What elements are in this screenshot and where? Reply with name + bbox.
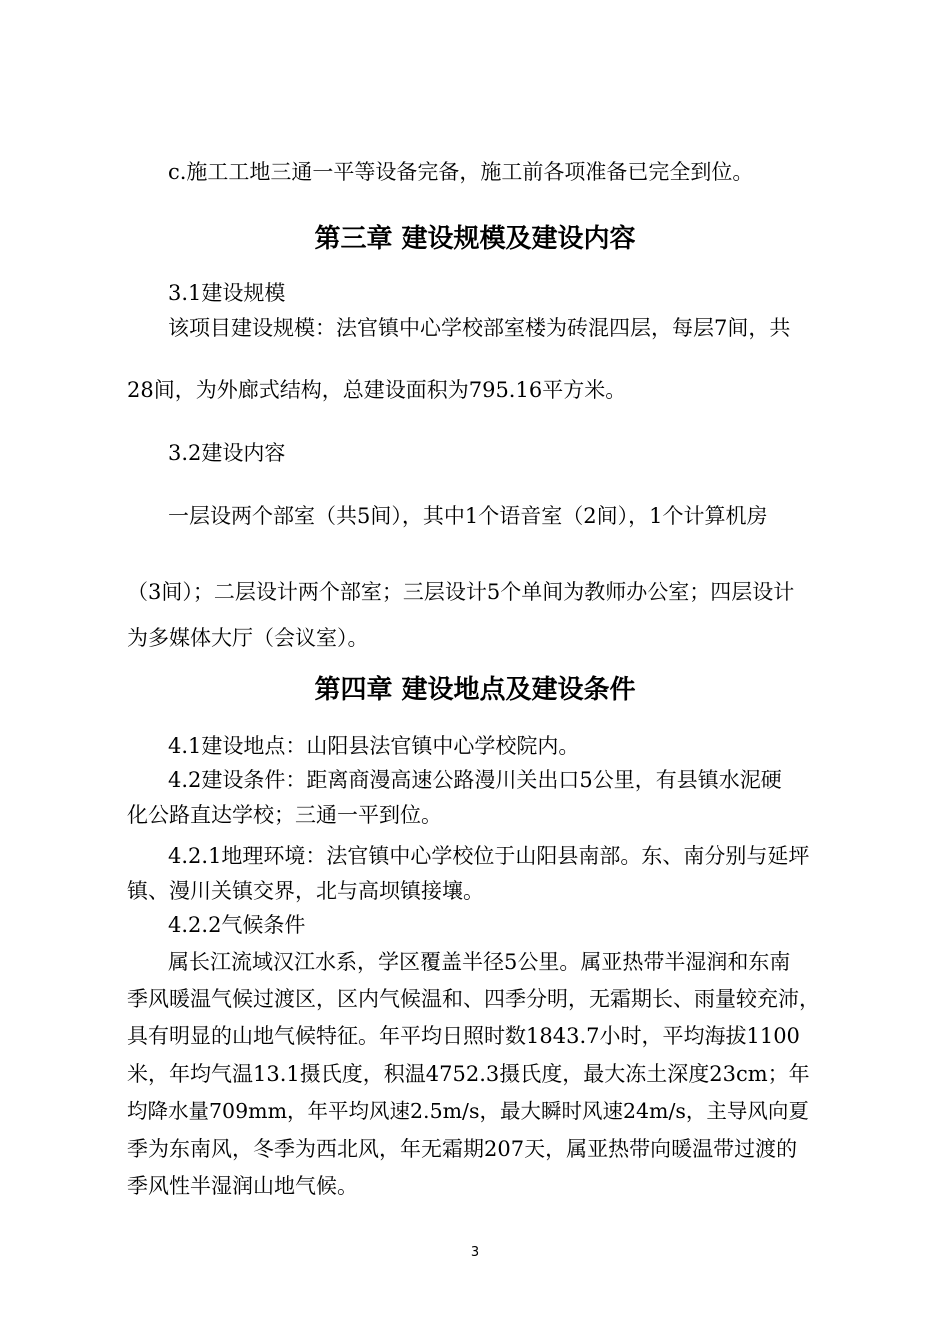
paragraph-line: 28间，为外廊式结构，总建设面积为795.16平方米。 <box>127 378 627 402</box>
paragraph-line: 4.2建设条件：距离商漫高速公路漫川关出口5公里，有县镇水泥硬 <box>168 768 782 792</box>
chapter-4-heading: 第四章 建设地点及建设条件 <box>314 675 636 705</box>
section-4-2-2-title: 4.2.2气候条件 <box>168 913 306 937</box>
paragraph-line: 一层设两个部室（共5间），其中1个语音室（2间），1个计算机房 <box>168 504 768 528</box>
paragraph-line: 季为东南风，冬季为西北风，年无霜期207天，属亚热带向暖温带过渡的 <box>127 1137 798 1161</box>
paragraph-line: 季风暖温气候过渡区，区内气候温和、四季分明，无霜期长、雨量较充沛， <box>127 987 820 1011</box>
paragraph-line: 具有明显的山地气候特征。年平均日照时数1843.7小时，平均海拔1100 <box>127 1024 800 1048</box>
paragraph-line: （3间）；二层设计两个部室；三层设计5个单间为教师办公室；四层设计 <box>127 580 795 604</box>
paragraph-line: 4.1建设地点：山阳县法官镇中心学校院内。 <box>168 734 580 758</box>
paragraph-line: 该项目建设规模：法官镇中心学校部室楼为砖混四层，每层7间，共 <box>168 316 791 340</box>
paragraph-line: 季风性半湿润山地气候。 <box>127 1174 358 1198</box>
chapter-3-heading: 第三章 建设规模及建设内容 <box>314 224 636 254</box>
paragraph-line: 化公路直达学校；三通一平到位。 <box>127 803 442 827</box>
section-3-1-title: 3.1建设规模 <box>168 281 286 305</box>
paragraph-line: 为多媒体大厅（会议室）。 <box>127 626 369 650</box>
intro-line: c.施工工地三通一平等设备完备，施工前各项准备已完全到位。 <box>168 160 754 184</box>
paragraph-line: 4.2.1地理环境：法官镇中心学校位于山阳县南部。东、南分别与延坪 <box>168 844 810 868</box>
paragraph-line: 均降水量709mm，年平均风速2.5m/s，最大瞬时风速24m/s，主导风向夏 <box>127 1099 809 1123</box>
paragraph-line: 镇、漫川关镇交界，北与高坝镇接壤。 <box>127 879 484 903</box>
section-3-2-title: 3.2建设内容 <box>168 441 286 465</box>
paragraph-line: 米，年均气温13.1摄氏度，积温4752.3摄氏度，最大冻土深度23cm；年 <box>127 1062 810 1086</box>
page-number: 3 <box>470 1245 480 1260</box>
paragraph-line: 属长江流域汉江水系，学区覆盖半径5公里。属亚热带半湿润和东南 <box>168 950 791 974</box>
